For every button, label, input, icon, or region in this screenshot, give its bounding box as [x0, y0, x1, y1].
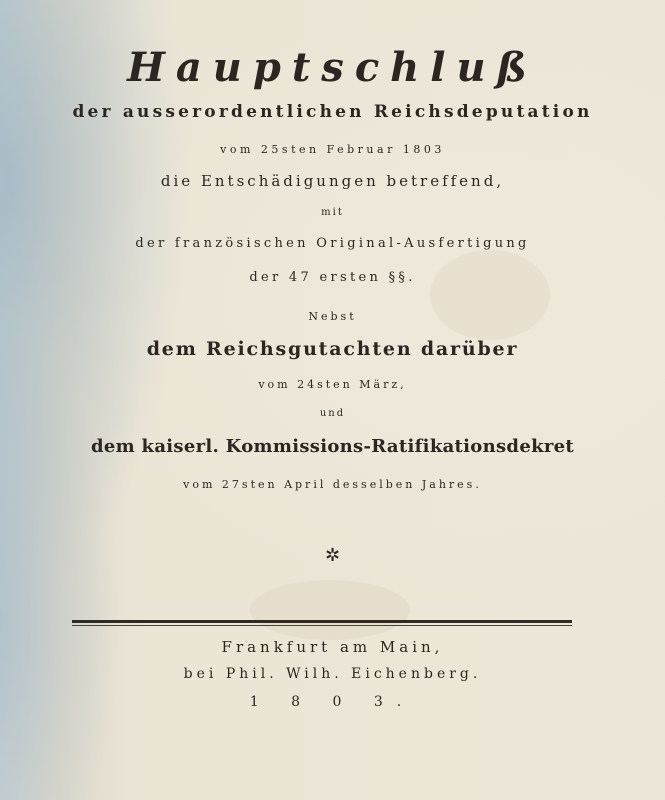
- connector-und: und: [319, 408, 346, 419]
- date-line-march: vom 24sten März,: [258, 378, 407, 391]
- document-title: Hauptschluß: [127, 44, 538, 91]
- divider-rule: [72, 620, 572, 623]
- paper-stain: [250, 580, 410, 640]
- divider-rule-thin: [72, 625, 572, 626]
- date-line-april: vom 27sten April desselben Jahres.: [183, 478, 482, 491]
- imprint-year: 1 8 0 3.: [249, 694, 416, 710]
- ratification-line: dem kaiserl. Kommissions-Ratifikationsdekret: [91, 436, 574, 457]
- connector-mit: mit: [321, 207, 344, 218]
- document-subtitle: der ausserordentlichen Reichsdeputation: [72, 102, 593, 122]
- imprint-place: Frankfurt am Main,: [221, 638, 444, 656]
- subject-line: die Entschädigungen betreffend,: [160, 172, 505, 190]
- date-line-february: vom 25sten Februar 1803: [220, 143, 445, 156]
- ornament-star-icon: ✲: [324, 545, 341, 566]
- connector-nebst: Nebst: [308, 310, 357, 323]
- paper-stain: [430, 250, 550, 340]
- imprint-publisher: bei Phil. Wilh. Eichenberg.: [183, 666, 482, 682]
- reichsgutachten-line: dem Reichsgutachten darüber: [146, 338, 519, 360]
- french-original-line: der französischen Original-Ausfertigung: [135, 236, 530, 251]
- paragraphs-line: der 47 ersten §§.: [249, 270, 416, 285]
